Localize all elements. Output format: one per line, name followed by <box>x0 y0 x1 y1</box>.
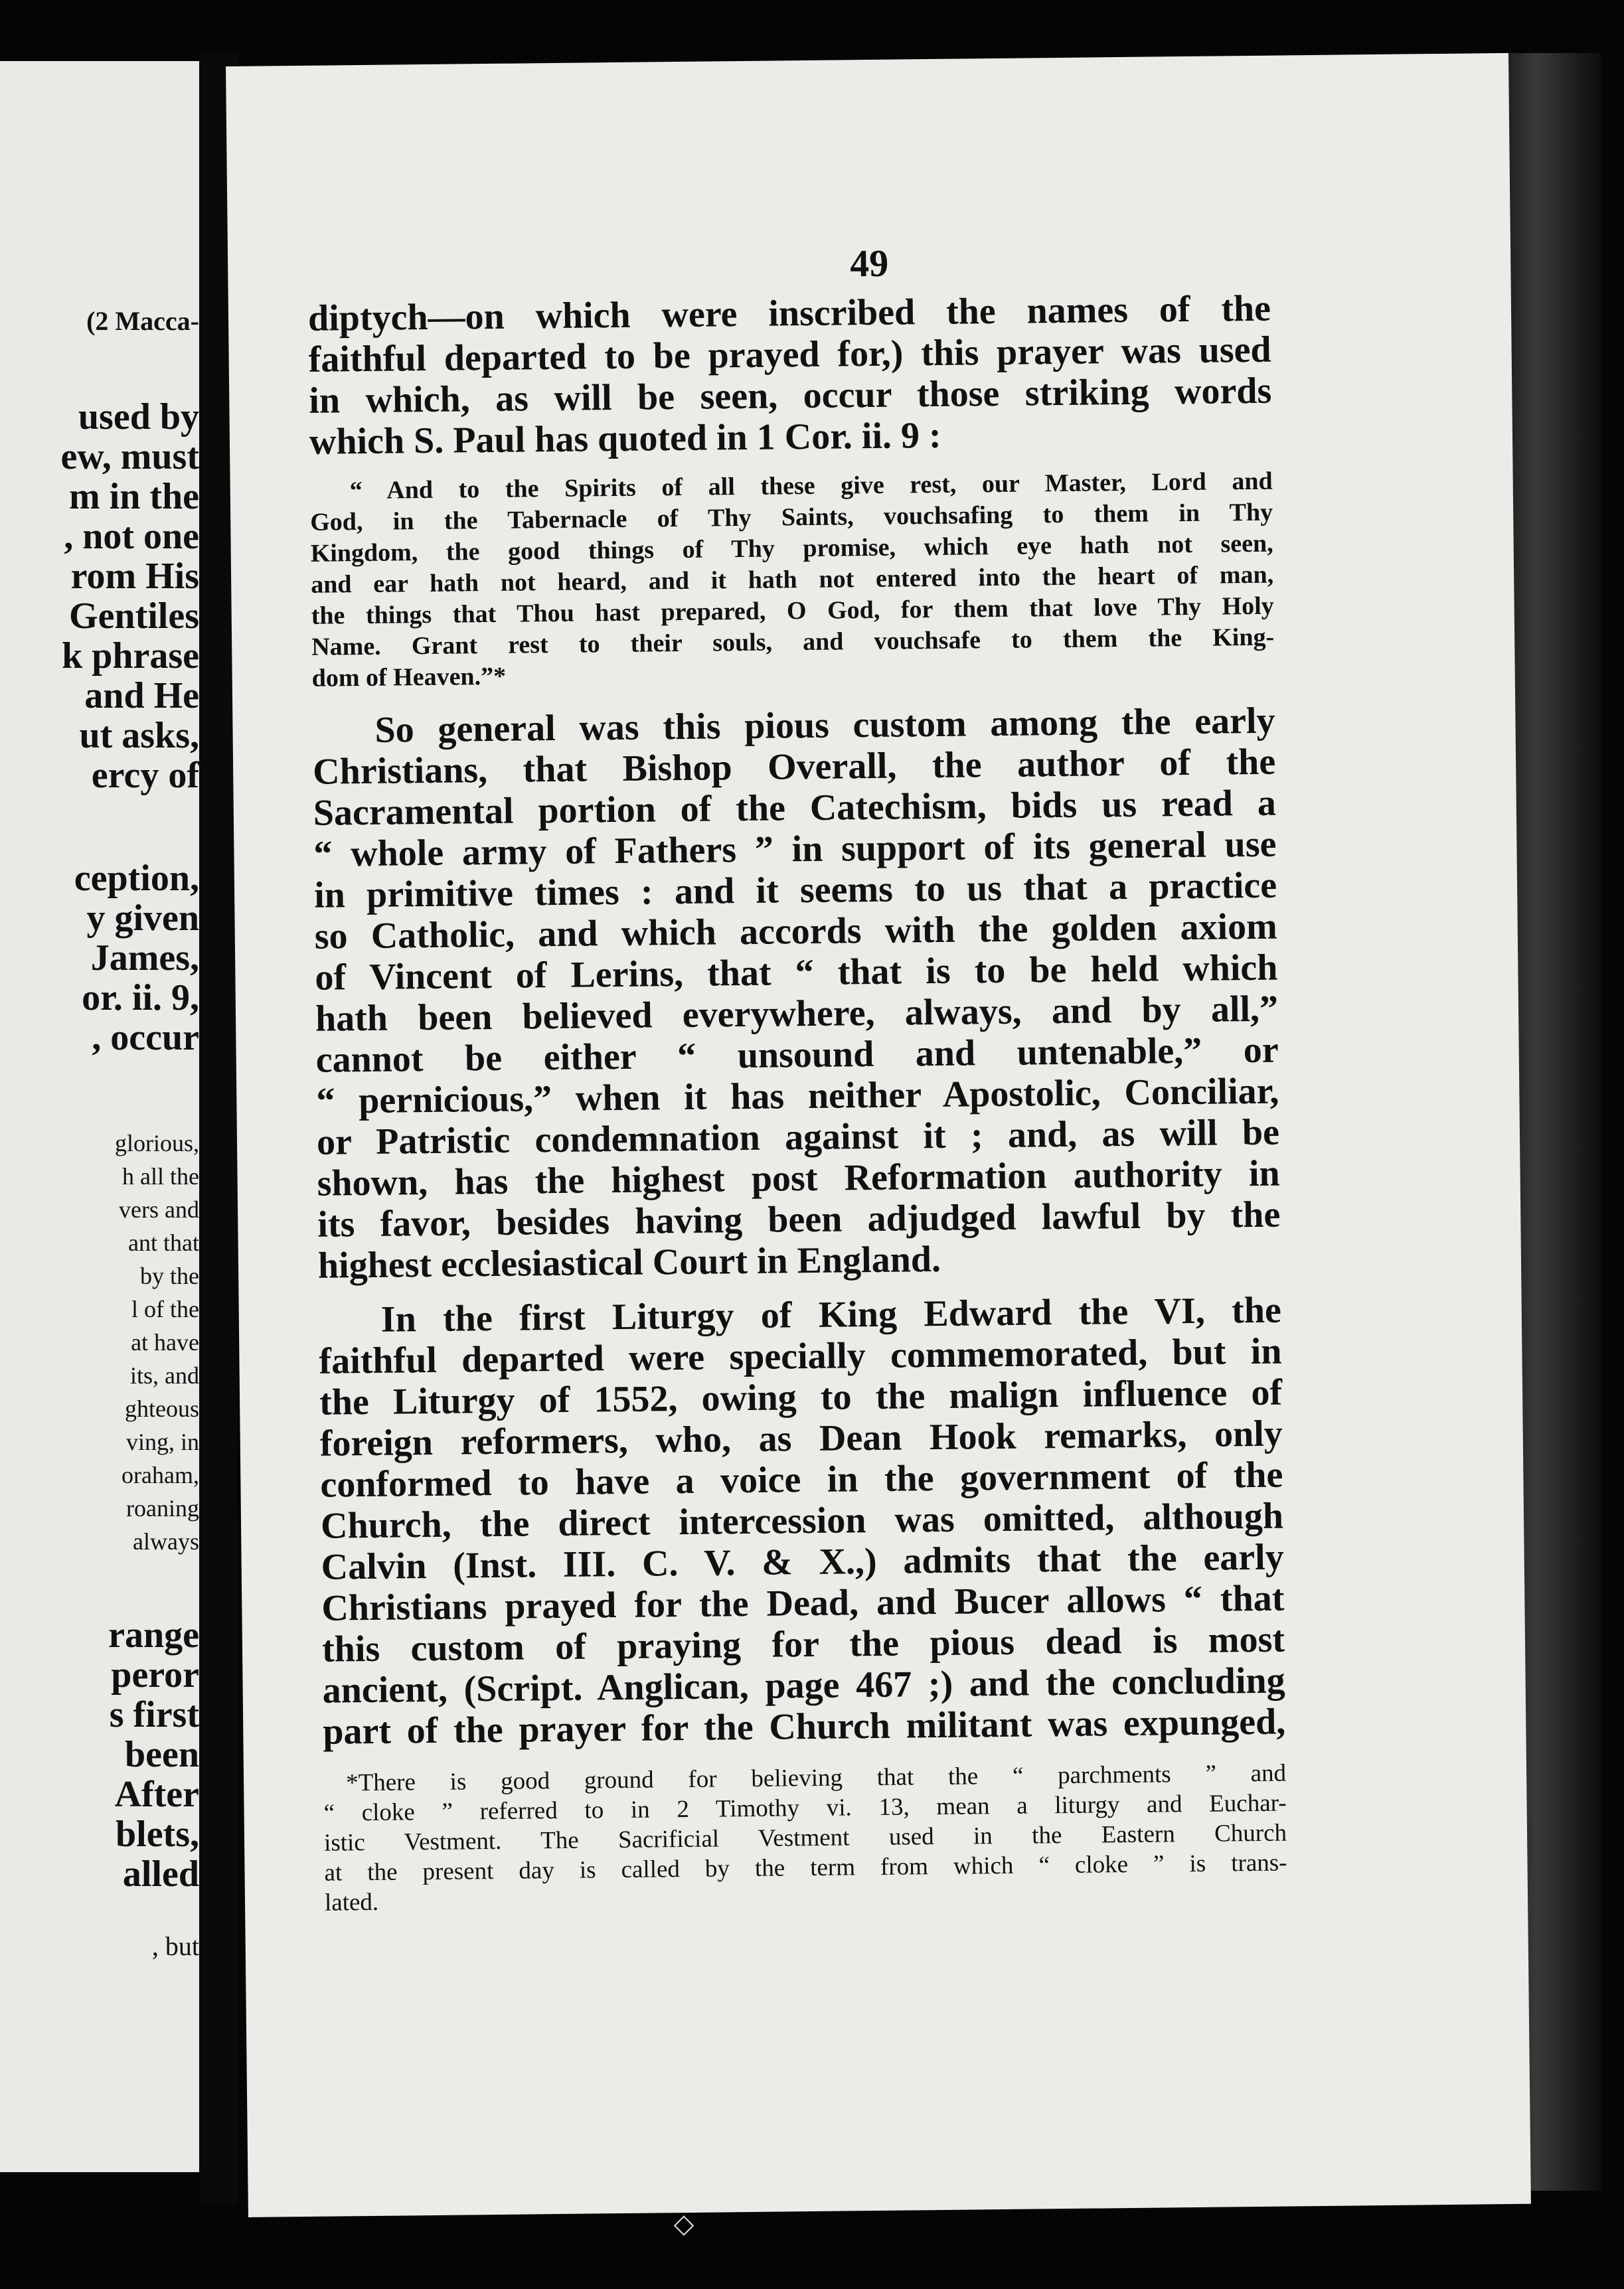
left-line: ception, <box>74 858 199 899</box>
left-line: ant that <box>128 1229 199 1256</box>
left-line: James, <box>90 937 199 979</box>
left-line: range <box>108 1615 199 1656</box>
left-line: rom His <box>70 556 199 597</box>
left-line: ut asks, <box>79 715 199 756</box>
paragraph-2 <box>312 700 1281 1287</box>
paragraph-3 <box>319 1290 1286 1753</box>
left-line: m in the <box>69 476 199 517</box>
left-line: l of the <box>131 1296 199 1322</box>
left-line: ew, must <box>60 436 199 477</box>
left-line: roaning <box>126 1495 199 1522</box>
left-line: , but <box>151 1931 199 1961</box>
left-line: k phrase <box>62 635 199 676</box>
text-line: cannot be either “ unsound and untenable,” or <box>315 1029 1279 1081</box>
text-line: ancient, (Script. Anglican, page 467 ;) and the concluding <box>322 1660 1285 1711</box>
left-line: Gentiles <box>69 595 199 637</box>
quote-line: “ And to the Spirits of all these give rest, our Master, Lord and <box>349 467 1273 505</box>
block-quote <box>310 466 1275 694</box>
quote-line: Kingdom, the good things of Thy promise, which eye hath not seen, <box>310 529 1273 568</box>
quote-line: dom of Heaven.”* <box>311 662 507 692</box>
text-line: In the first Liturgy of King Edward the VI, the <box>380 1289 1282 1340</box>
text-line: foreign reformers, who, as Dean Hook remarks, only <box>319 1413 1283 1464</box>
text-line: highest ecclesiastical Court in England. <box>317 1238 941 1287</box>
left-line: , not one <box>64 516 199 557</box>
scan-artifact-icon: ◇ <box>673 2209 694 2239</box>
text-line: Church, the direct intercession was omitted, although <box>320 1495 1284 1547</box>
text-line: conformed to have a voice in the government of the <box>320 1454 1283 1506</box>
left-line: ercy of <box>91 755 199 796</box>
quote-line: and ear hath not heard, and it hath not entered into the heart of man, <box>311 560 1274 599</box>
left-line: at have <box>131 1329 199 1356</box>
text-line: hath been believed everywhere, always, and by all,” <box>315 988 1279 1040</box>
text-line: “ whole army of Fathers ” in support of its general use <box>313 823 1277 875</box>
footnote-line: “ cloke ” referred to in 2 Timothy vi. 13, mean a liturgy and Euchar- <box>323 1789 1287 1827</box>
left-line: always <box>133 1528 199 1555</box>
text-line: in which, as will be seen, occur those striking words <box>309 370 1272 422</box>
text-line: the Liturgy of 1552, owing to the malign influence of <box>319 1372 1283 1423</box>
left-line: s first <box>109 1694 199 1735</box>
text-line: faithful departed to be prayed for,) this prayer was used <box>308 329 1271 380</box>
text-line: “ pernicious,” when it has neither Apostolic, Conciliar, <box>316 1070 1279 1122</box>
left-line: by the <box>140 1263 199 1289</box>
footnote <box>323 1759 1287 1918</box>
left-page-fragment <box>0 61 207 2172</box>
text-line: which S. Paul has quoted in 1 Cor. ii. 9 : <box>309 414 941 463</box>
quote-line: God, in the Tabernacle of Thy Saints, vouchsafing to them in Thy <box>310 498 1273 536</box>
left-line: h all the <box>122 1163 199 1190</box>
footnote-line: at the present day is called by the term from which “ cloke ” is trans- <box>324 1849 1287 1887</box>
text-line: or Patristic condemnation against it ; and, as will be <box>316 1111 1280 1163</box>
left-line: oraham, <box>122 1462 199 1488</box>
quote-line: the things that Thou hast prepared, O God, for them that love Thy Holy <box>311 592 1274 630</box>
left-line: its, and <box>130 1362 199 1389</box>
left-line: After <box>114 1774 199 1815</box>
text-line: Christians prayed for the Dead, and Bucer allows “ that <box>321 1577 1285 1629</box>
left-line: blets, <box>116 1814 199 1855</box>
left-line: ghteous <box>125 1395 199 1422</box>
left-line: peror <box>111 1654 199 1696</box>
paragraph-1 <box>308 288 1273 463</box>
text-line: in primitive times : and it seems to us that a practice <box>313 864 1277 916</box>
text-line: faithful departed were specially commemorated, but in <box>319 1330 1282 1382</box>
footnote-line: istic Vestment. The Sacrificial Vestment used in the Eastern Church <box>323 1819 1287 1857</box>
quote-line: Name. Grant rest to their souls, and vouchsafe to them the King- <box>311 623 1275 661</box>
text-line: of Vincent of Lerins, that “ that is to be held which <box>315 947 1278 998</box>
left-line: y given <box>86 898 199 939</box>
left-line: been <box>125 1734 199 1775</box>
text-line: diptych—on which were inscribed the names of the <box>307 287 1271 339</box>
text-line: So general was this pious custom among the early <box>374 700 1275 751</box>
page-number: 49 <box>849 241 889 285</box>
left-line: used by <box>78 396 199 437</box>
left-line: or. ii. 9, <box>82 977 199 1018</box>
text-line: Christians, that Bishop Overall, the author of the <box>312 741 1276 793</box>
text-line: Calvin (Inst. III. C. V. & X.,) admits that the early <box>321 1536 1284 1588</box>
left-line: vers and <box>119 1196 199 1223</box>
footnote-line: lated. <box>324 1888 379 1917</box>
right-page <box>226 53 1531 2217</box>
left-line: and He <box>84 675 199 716</box>
page-body <box>308 288 1287 1918</box>
left-line: alled <box>122 1854 199 1895</box>
left-line: ving, in <box>125 1429 199 1455</box>
left-line: glorious, <box>114 1130 199 1156</box>
text-line: so Catholic, and which accords with the golden axiom <box>314 906 1278 957</box>
text-line: shown, has the highest post Reformation authority in <box>317 1152 1280 1204</box>
left-line: (2 Macca- <box>86 306 199 336</box>
text-line: part of the prayer for the Church militant was expunged, <box>323 1701 1286 1753</box>
text-line: Sacramental portion of the Catechism, bids us read a <box>313 782 1277 834</box>
left-line: , occur <box>92 1017 199 1058</box>
footnote-line: *There is good ground for believing that the “ parchments ” and <box>345 1759 1287 1797</box>
text-line: this custom of praying for the pious dead is most <box>321 1618 1285 1670</box>
text-line: its favor, besides having been adjudged lawful by the <box>317 1194 1281 1245</box>
